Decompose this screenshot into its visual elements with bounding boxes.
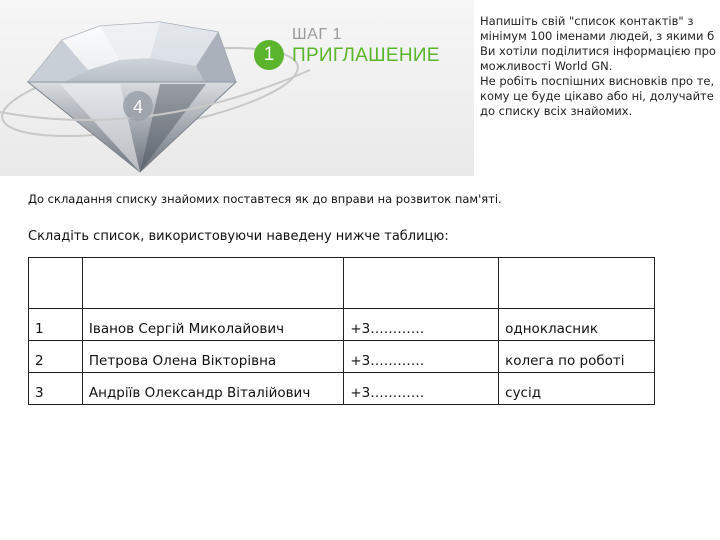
contact-relation: колега по роботі	[499, 341, 655, 373]
contact-name: Іванов Сергій Миколайович	[82, 309, 343, 341]
contacts-table	[28, 257, 655, 405]
step-number-badge: 1	[254, 40, 284, 70]
header-cell	[344, 258, 499, 309]
row-number: 2	[29, 341, 83, 373]
contact-relation: сусід	[499, 373, 655, 405]
orbit-number: 4	[132, 97, 144, 117]
contact-relation: однокласник	[499, 309, 655, 341]
instruction-note	[480, 14, 716, 119]
table-header-row	[29, 258, 655, 309]
contact-phone: +3…………	[344, 341, 499, 373]
contact-name: Петрова Олена Вікторівна	[82, 341, 343, 373]
table-row	[29, 309, 655, 341]
instruction-paragraph-2: Не робіть поспішних висновків про те, кому це буде цікаво або ні, долучайте до списку всіх знайомих.	[480, 74, 715, 118]
header-cell	[499, 258, 655, 309]
instruction-paragraph-1: Напишіть свій "список контактів" з мінімум 100 іменами людей, з якими б Ви хотіли поділитися інформацією про можливості World GN.	[480, 14, 716, 73]
memory-exercise-text: До складання списку знайомих поставтеся як до вправи на розвиток пам'яті.	[28, 192, 502, 206]
table-instruction-text: Складіть список, використовуючи наведену нижче таблицю:	[28, 229, 449, 244]
contact-phone: +3…………	[344, 373, 499, 405]
table-row	[29, 341, 655, 373]
banner-image	[0, 0, 474, 176]
diamond-illustration	[0, 0, 474, 176]
step-label: ШАГ 1	[292, 26, 342, 43]
row-number: 3	[29, 373, 83, 405]
header-cell	[82, 258, 343, 309]
contact-name: Андріїв Олександр Віталійович	[82, 373, 343, 405]
contact-phone: +3…………	[344, 309, 499, 341]
step-title: ПРИГЛАШЕНИЕ	[292, 45, 440, 66]
table-row	[29, 373, 655, 405]
header-cell	[29, 258, 83, 309]
row-number: 1	[29, 309, 83, 341]
